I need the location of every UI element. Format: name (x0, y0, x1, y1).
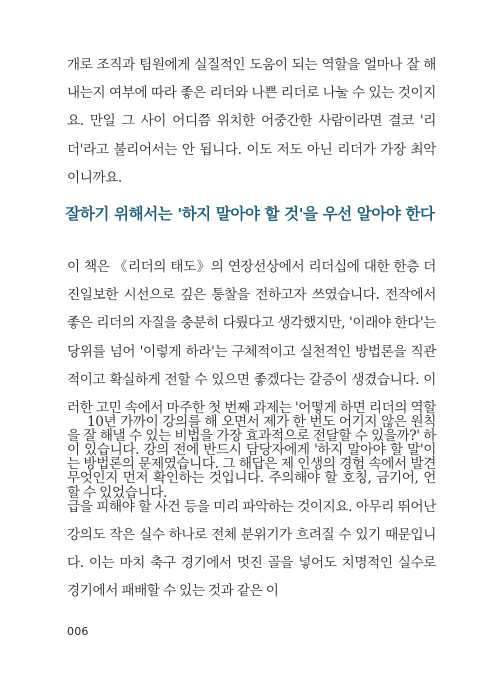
body-paragraph-3: 10년 가까이 강의를 해 오면서 제가 한 번도 어기지 않은 원칙이 있습니다. 강의 전에 반드시 담당자에게 '하지 말아야 할 말'이 무엇인지 먼저 확인하는 것입니다. 주의해야 할 호칭, 금기어, 언급을 피해야 할 사건 등을 미리 파악하는 것이지요. 아무리 뛰어난 강의도 작은 실수 하나로 전체 분위기가 흐려질 수 있기 때문입니다. 이는 마치 축구 경기에서 멋진 골을 넣어도 치명적인 실수로 경기에서 패배할 수 있는 것과 같은 이 (67, 414, 436, 600)
body-paragraph-1: 개로 조직과 팀원에게 실질적인 도움이 되는 역할을 얼마나 잘 해내는지 여부에 따라 좋은 리더와 나쁜 리더로 나눌 수 있는 것이지요. 만일 그 사이 어디쯤 위치한 어중간한 사람이라면 결코 '리더'라고 불리어서는 안 됩니다. 이도 저도 아닌 리더가 가장 최악이니까요. (67, 57, 436, 186)
page-number: 006 (67, 625, 89, 638)
body-paragraph-2: 이 책은 《리더의 태도》의 연장선상에서 리더십에 대한 한층 더 진일보한 시선으로 깊은 통찰을 전하고자 쓰였습니다. 전작에서 좋은 리더의 자질을 충분히 다뤘다고 생각했지만, '이래야 한다'는 당위를 넘어 '이렇게 하라'는 구체적이고 실천적인 방법론을 직관적이고 확실하게 전할 수 있으면 좋겠다는 갈증이 생겼습니다. 이러한 고민 속에서 마주한 첫 번째 과제는 '어떻게 하면 리더의 역할을 잘 해낼 수 있는 비법을 가장 효과적으로 전달할 수 있을까?' 하는 방법론의 문제였습니다. 그 해답은 제 인생의 경험 속에서 발견할 수 있었습니다. (67, 259, 436, 501)
section-heading: 잘하기 위해서는 '하지 말아야 할 것'을 우선 알아야 한다 (65, 205, 435, 223)
